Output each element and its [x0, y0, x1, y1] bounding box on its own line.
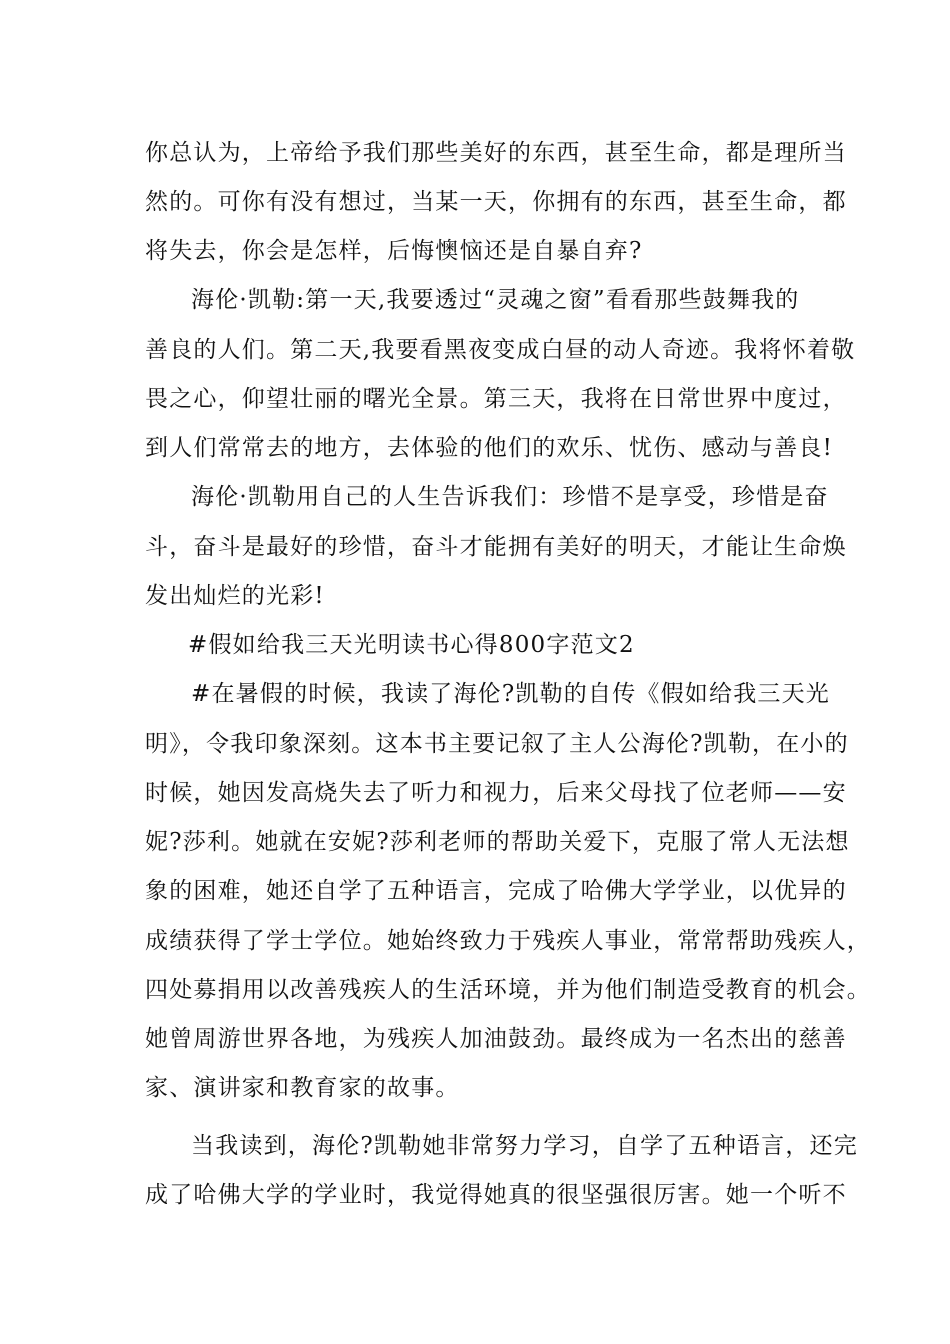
text-line: 将失去，你会是怎样，后悔懊恼还是自暴自弃?	[145, 238, 643, 264]
text-line: 时候，她因发高烧失去了听力和视力，后来父母找了位老师——安	[145, 780, 847, 806]
text-line: 她曾周游世界各地，为残疾人加油鼓劲。最终成为一名杰出的慈善	[145, 1026, 847, 1052]
text-line: 善良的人们。第二天,我要看黑夜变成白昼的动人奇迹。我将怀着敬	[145, 337, 856, 363]
text-line: 明》，令我印象深刻。这本书主要记叙了主人公海伦?凯勒，在小的	[145, 731, 849, 757]
text-line: 发出灿烂的光彩!	[145, 583, 325, 609]
text-line: 然的。可你有没有想过，当某一天，你拥有的东西，甚至生命，都	[145, 189, 847, 215]
text-line: 成绩获得了学士学位。她始终致力于残疾人事业，常常帮助残疾人，	[145, 928, 871, 954]
text-line: 斗，奋斗是最好的珍惜，奋斗才能拥有美好的明天，才能让生命焕	[145, 534, 847, 560]
text-line: 当我读到，海伦?凯勒她非常努力学习，自学了五种语言，还完	[191, 1133, 858, 1159]
text-line: 你总认为，上帝给予我们那些美好的东西，甚至生命，都是理所当	[145, 140, 847, 166]
text-line: 畏之心，仰望壮丽的曙光全景。第三天，我将在日常世界中度过，	[145, 386, 847, 412]
text-line: 海伦·凯勒:第一天,我要透过“灵魂之窗”看看那些鼓舞我的	[191, 287, 800, 313]
text-line: 妮?莎利。她就在安妮?莎利老师的帮助关爱下，克服了常人无法想	[145, 829, 850, 855]
text-line: 家、演讲家和教育家的故事。	[145, 1075, 460, 1101]
text-line: 海伦·凯勒用自己的人生告诉我们：珍惜不是享受，珍惜是奋	[191, 484, 829, 510]
text-line: 象的困难，她还自学了五种语言，完成了哈佛大学学业，以优异的	[145, 878, 847, 904]
text-line: 到人们常常去的地方，去体验的他们的欢乐、忧伤、感动与善良!	[145, 435, 834, 461]
section-heading: #假如给我三天光明读书心得800字范文2	[188, 632, 635, 658]
text-line: #在暑假的时候，我读了海伦?凯勒的自传《假如给我三天光	[191, 681, 831, 707]
text-line: 成了哈佛大学的学业时，我觉得她真的很坚强很厉害。她一个听不	[145, 1182, 847, 1208]
text-line: 四处募捐用以改善残疾人的生活环境，并为他们制造受教育的机会。	[145, 977, 871, 1003]
